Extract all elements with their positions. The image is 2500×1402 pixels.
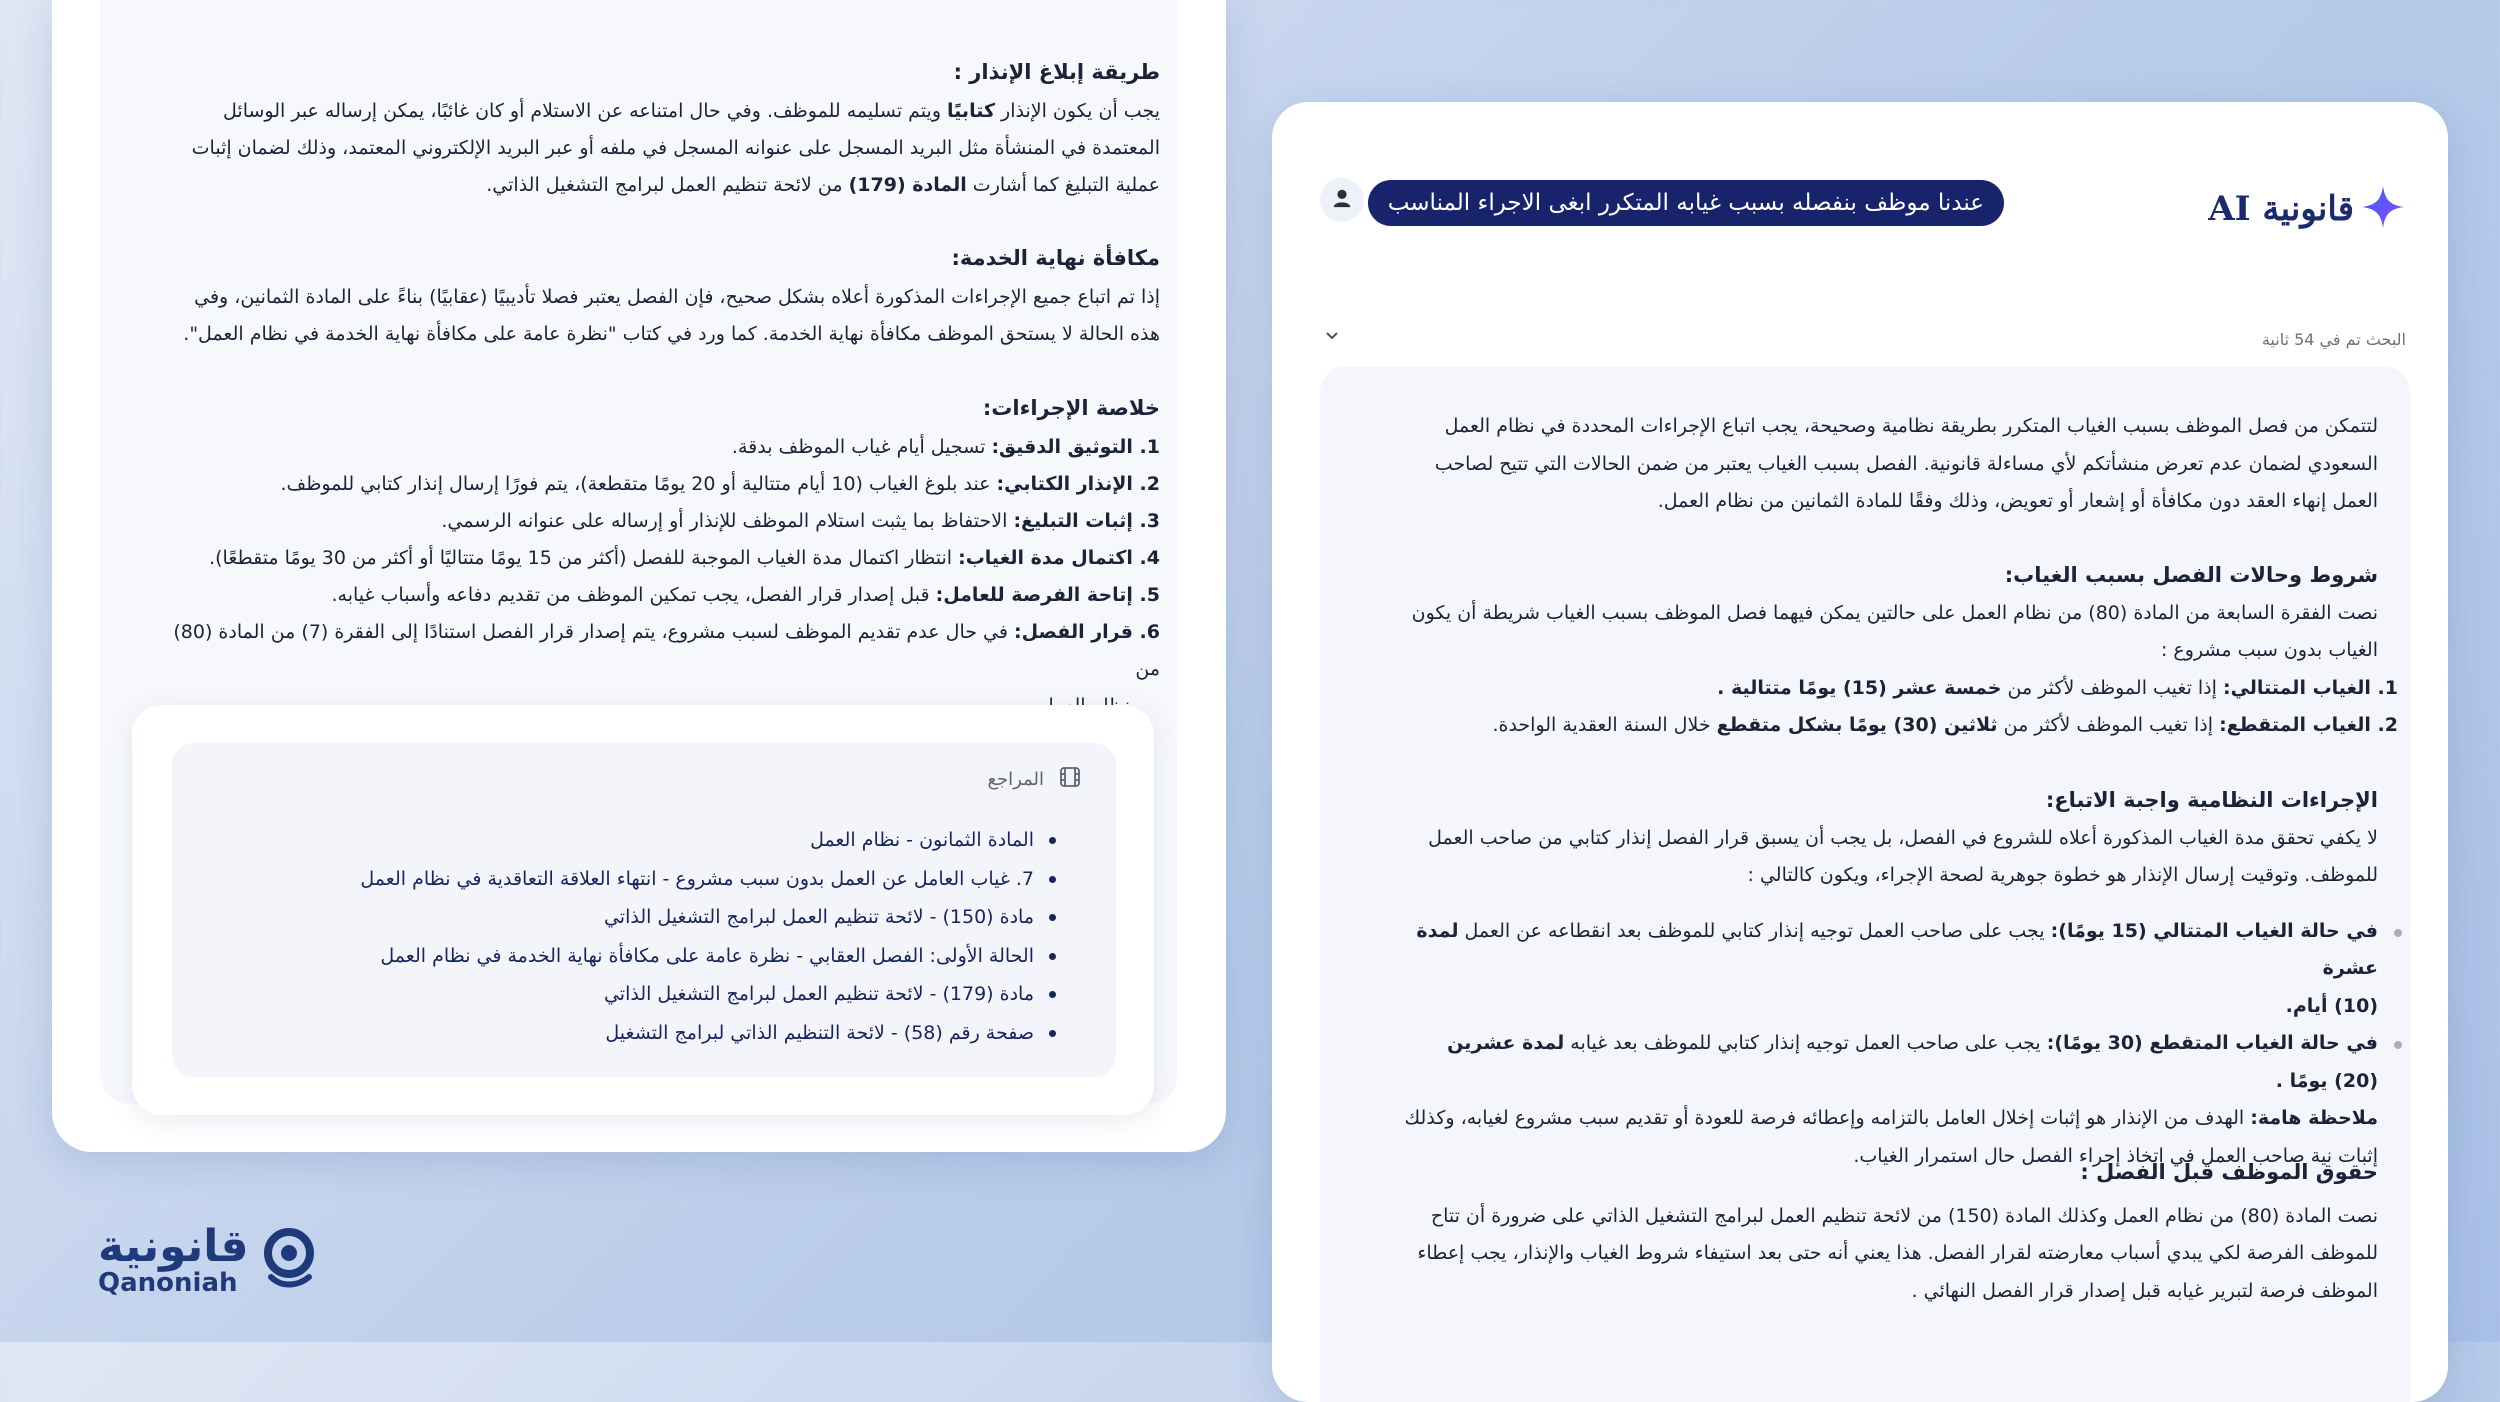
references-header — [987, 765, 1082, 794]
notify-heading: طريقة إبلاغ الإنذار : — [953, 60, 1160, 84]
summary-item: 2. الإنذار الكتابي: عند بلوغ الغياب (10 أيام متتالية أو 20 يومًا متقطعة)، يتم فورًا إرسال إنذار كتابي للموظف. — [280, 473, 1160, 495]
sparkle-icon — [2360, 184, 2406, 234]
summary-item: 5. إتاحة الفرصة للعامل: قبل إصدار قرار الفصل، يجب تمكين الموظف من تقديم دفاعه وأسباب غيابه. — [331, 584, 1160, 606]
rights-line-1: نصت المادة (80) من نظام العمل وكذلك المادة (150) من لائحة تنظيم العمل لبرامج التشغيل الذاتي على ضرورة أن تتاح — [1430, 1204, 2378, 1227]
reference-link[interactable]: 7. غياب العامل عن العمل بدون سبب مشروع - انتهاء العلاقة التعاقدية في نظام العمل — [360, 860, 1056, 899]
procedures-line-1: لا يكفي تحقق مدة الغياب المذكورة أعلاه للشروع في الفصل، بل يجب أن يسبق قرار الفصل إنذار كتابي من صاحب العمل — [1428, 826, 2378, 849]
user-icon — [1331, 187, 1353, 213]
summary-item: 4. اكتمال مدة الغياب: انتظار اكتمال مدة الغياب الموجبة للفصل (أكثر من 15 يومًا متتاليًا أو أكثر من 30 يومًا متقطعًا). — [209, 547, 1160, 569]
condition-item: 2. الغياب المتقطع: إذا تغيب الموظف لأكثر من ثلاثين (30) يومًا بشكل متقطع خلال السنة العقدية الواحدة. — [1492, 714, 2398, 736]
conditions-section — [1398, 557, 2398, 745]
brand — [2208, 184, 2406, 234]
eos-section — [160, 240, 1160, 353]
procedures-line-2: للموظف. وتوقيت إرسال الإنذار هو خطوة جوهرية لصحة الإجراء، ويكون كالتالي : — [1747, 864, 2378, 886]
qanoniah-logo — [98, 1221, 315, 1298]
references-title: المراجع — [987, 769, 1044, 790]
procedure-bullet-cont: (10) أيام. — [2285, 994, 2378, 1017]
collapse-toggle[interactable] — [1320, 326, 1344, 350]
reference-link[interactable]: صفحة رقم (58) - لائحة التنظيم الذاتي لبرامج التشغيل — [360, 1014, 1056, 1053]
eos-line-1: إذا تم اتباع جميع الإجراءات المذكورة أعلاه بشكل صحيح، فإن الفصل يعتبر فصلا تأديبيًا (عقابيًا) بناءً على المادة الثمانين، وفي — [194, 286, 1160, 308]
procedure-note: ملاحظة هامة: الهدف من الإنذار هو إثبات إخلال العامل بالتزامه وإعطائه فرصة للعودة أو تقديم سبب مشروع لغيابه، وكذلك — [1404, 1107, 2378, 1129]
summary-heading: خلاصة الإجراءات: — [982, 396, 1160, 420]
eos-heading: مكافأة نهاية الخدمة: — [951, 246, 1160, 270]
procedures-section — [1398, 782, 2378, 1175]
notify-line-2: المعتمدة في المنشأة مثل البريد المسجل على عنوانه المسجل في ملفه أو عبر البريد الإلكتروني المعتمد، وذلك لضمان إثبات — [191, 137, 1160, 159]
intro-line-2: السعودي لضمان عدم تعرض منشأتكم لأي مساءلة قانونية. الفصل بسبب الغياب يعتبر من ضمن الحالات التي تتيح لصاحب — [1434, 452, 2378, 475]
answer-intro — [1398, 408, 2378, 521]
notify-line-3: عملية التبليغ كما أشارت المادة (179) من لائحة تنظيم العمل لبرامج التشغيل الذاتي. — [486, 174, 1160, 196]
chat-card — [1272, 102, 2448, 1402]
summary-section — [160, 390, 1160, 725]
references-card — [132, 705, 1154, 1115]
procedure-bullet: في حالة الغياب المتتالي (15 يومًا): يجب على صاحب العمل توجيه إنذار كتابي للموظف بعد انقطاعه عن العمل لمدة عشرة — [1398, 913, 2408, 988]
summary-item: 1. التوثيق الدقيق: تسجيل أيام غياب الموظف بدقة. — [731, 436, 1160, 458]
rights-line-2: للموظف الفرصة لكي يبدي أسباب معارضته لقرار الفصل. هذا يعني أنه حتى بعد استيفاء شروط الغياب والإنذار، يجب إعطاء — [1417, 1242, 2378, 1264]
rights-section — [1398, 1154, 2378, 1310]
references-list — [360, 821, 1056, 1052]
user-avatar[interactable] — [1320, 178, 1364, 222]
procedure-bullet: في حالة الغياب المتقطع (30 يومًا): يجب على صاحب العمل توجيه إنذار كتابي للموظف بعد غيابه لمدة عشرين (20) يومًا . — [1398, 1025, 2408, 1100]
notify-line-1: يجب أن يكون الإنذار كتابيًا ويتم تسليمه للموظف. وفي حال امتناعه عن الاستلام أو كان غائبًا، يمكن إرساله عبر الوسائل — [223, 100, 1160, 122]
chevron-down-icon — [1324, 328, 1340, 348]
logo-english: Qanoniah — [98, 1268, 238, 1298]
conditions-line-1: نصت الفقرة السابعة من المادة (80) من نظام العمل على حالتين يمكن فيهما فصل الموظف بسبب الغياب شريطة أن يكون — [1411, 601, 2378, 624]
film-icon — [1058, 765, 1082, 794]
eos-line-2: هذه الحالة لا يستحق الموظف مكافأة نهاية الخدمة. كما ورد في كتاب "نظرة عامة على مكافأة نهاية الخدمة في نظام العمل". — [183, 323, 1160, 345]
reference-link[interactable]: الحالة الأولى: الفصل العقابي - نظرة عامة على مكافأة نهاية الخدمة في نظام العمل — [360, 937, 1056, 976]
intro-line-1: لتتمكن من فصل الموظف بسبب الغياب المتكرر بطريقة نظامية وصحيحة، يجب اتباع الإجراءات المحددة في نظام العمل — [1444, 415, 2378, 437]
rights-heading: حقوق الموظف قبل الفصل : — [2080, 1160, 2378, 1184]
condition-item: 1. الغياب المتتالي: إذا تغيب الموظف لأكثر من خمسة عشر (15) يومًا متتالية . — [1717, 676, 2398, 699]
notify-section — [160, 54, 1160, 204]
search-duration: البحث تم في 54 ثانية — [2261, 330, 2406, 349]
reference-link[interactable]: مادة (179) - لائحة تنظيم العمل لبرامج التشغيل الذاتي — [360, 975, 1056, 1014]
reference-link[interactable]: المادة الثمانون - نظام العمل — [360, 821, 1056, 860]
conditions-line-2: الغياب بدون سبب مشروع : — [2160, 639, 2378, 661]
intro-line-3: العمل إنهاء العقد دون مكافأة أو إشعار أو تعويض، وذلك وفقًا للمادة الثمانين من نظام العمل. — [1657, 490, 2378, 512]
references-box — [172, 743, 1116, 1077]
logo-mark-icon — [263, 1227, 315, 1293]
left-document-card — [52, 0, 1226, 1152]
rights-line-3: الموظف فرصة لتبرير غيابه قبل إصدار قرار الفصل النهائي . — [1911, 1279, 2378, 1302]
user-message: عندنا موظف بنفصله بسبب غيابه المتكرر ابغى الاجراء المناسب — [1368, 180, 2004, 226]
conditions-heading: شروط وحالات الفصل بسبب الغياب: — [2004, 563, 2378, 587]
summary-item: 3. إثبات التبليغ: الاحتفاظ بما يثبت استلام الموظف للإنذار أو إرساله على عنوانه الرسمي. — [441, 510, 1160, 532]
procedures-heading: الإجراءات النظامية واجبة الاتباع: — [2045, 788, 2378, 812]
summary-item: 6. قرار الفصل: في حال عدم تقديم الموظف لسبب مشروع، يتم إصدار قرار الفصل استنادًا إلى الفقرة (7) من المادة (80) من — [173, 621, 1160, 680]
brand-name: قانونية AI — [2208, 189, 2354, 229]
procedure-note-line-2: إثبات نية صاحب العمل في اتخاذ إجراء الفصل حال استمرار الغياب. — [1853, 1144, 2378, 1167]
logo-arabic: قانونية — [98, 1221, 249, 1272]
logo-text — [98, 1221, 249, 1298]
reference-link[interactable]: مادة (150) - لائحة تنظيم العمل لبرامج التشغيل الذاتي — [360, 898, 1056, 937]
